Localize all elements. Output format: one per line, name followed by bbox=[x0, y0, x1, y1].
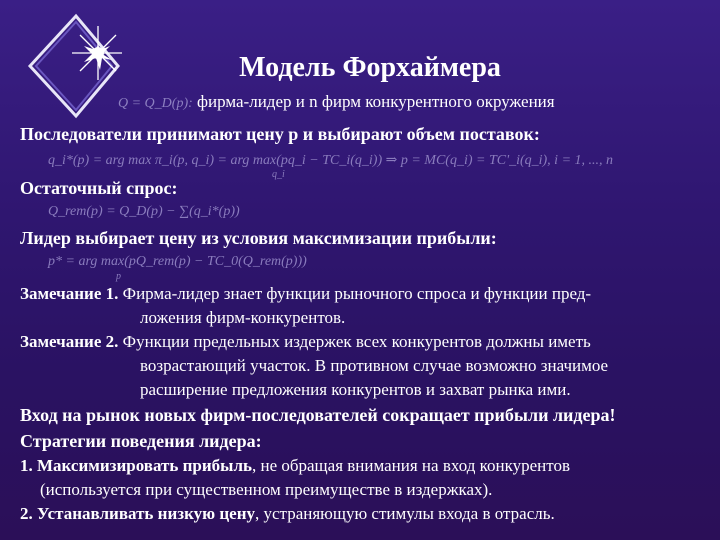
followers-heading: Последователи принимают цену p и выбирают объем поставок: bbox=[20, 124, 540, 144]
strategy-1-text: , не обращая внимания на вход конкурентов bbox=[251, 456, 571, 475]
strategy-2-label: 2. Устанавливать низкую цену bbox=[20, 504, 256, 523]
strategy-1-cont: (используется при существенном преимуществе в издержках). bbox=[40, 480, 493, 499]
strategy-1-label: 1. Максимизировать прибыль bbox=[20, 456, 252, 475]
leader-price-formula-subscript: p bbox=[116, 271, 121, 282]
remark-1-text: Фирма-лидер знает функции рыночного спроса и функции пред- bbox=[122, 284, 592, 303]
subtitle-text: фирма-лидер и n фирм конкурентного окружения bbox=[197, 92, 555, 111]
leader-price-heading: Лидер выбирает цену из условия максимизации прибыли: bbox=[20, 228, 497, 248]
residual-demand-heading: Остаточный спрос: bbox=[20, 178, 178, 198]
followers-formula-subscript: q_i bbox=[272, 169, 285, 180]
remark-2-cont-2: расширение предложения конкурентов и захват рынка ими. bbox=[140, 380, 571, 399]
remark-2-cont-1: возрастающий участок. В противном случае возможно значимое bbox=[140, 356, 609, 375]
page-title: Модель Форхаймера bbox=[239, 52, 501, 83]
remark-2-label: Замечание 2. bbox=[20, 332, 119, 351]
remark-2 bbox=[20, 332, 591, 352]
remark-1-cont: ложения фирм-конкурентов. bbox=[140, 308, 346, 327]
followers-formula: q_i*(p) = arg max π_i(p, q_i) = arg max(pq_i − TC_i(q_i)) ⇒ p = MC(q_i) = TC'_i(q_i), i = 1, ..., n bbox=[48, 153, 614, 168]
remark-2-text: Функции предельных издержек всех конкурентов должны иметь bbox=[122, 332, 591, 351]
strategy-2-text: , устраняющую стимулы входа в отрасль. bbox=[255, 504, 555, 523]
strategy-2 bbox=[20, 504, 555, 524]
leader-price-formula: p* = arg max(pQ_rem(p) − TC_0(Q_rem(p))) bbox=[48, 254, 307, 269]
strategy-1 bbox=[20, 456, 570, 476]
strategies-heading: Стратегии поведения лидера: bbox=[20, 431, 262, 451]
demand-formula: Q = Q_D(p): bbox=[118, 96, 193, 111]
remark-1-label: Замечание 1. bbox=[20, 284, 119, 303]
entry-statement: Вход на рынок новых фирм-последователей сокращает прибыли лидера! bbox=[20, 405, 616, 425]
subtitle-line bbox=[118, 92, 555, 112]
residual-demand-formula: Q_rem(p) = Q_D(p) − ∑(q_i*(p)) bbox=[48, 204, 240, 219]
remark-1 bbox=[20, 284, 591, 304]
